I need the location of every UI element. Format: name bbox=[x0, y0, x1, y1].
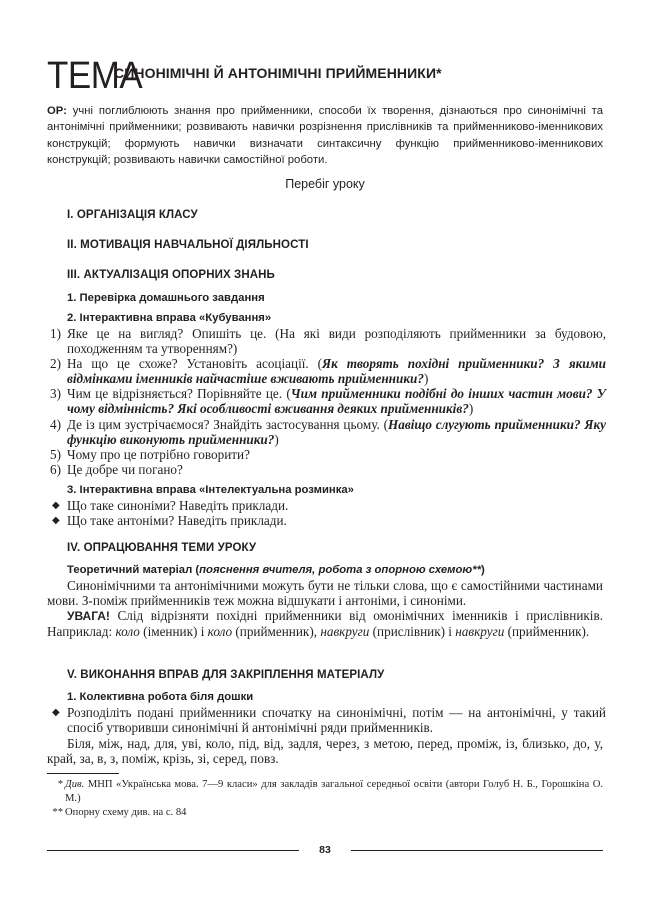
section-heading-3: ІІІ. АКТУАЛІЗАЦІЯ ОПОРНИХ ЗНАНЬ bbox=[67, 269, 275, 281]
item-tail: ) bbox=[274, 431, 279, 447]
subheading-warmup: 3. Інтерактивна вправа «Інтелектуальна розминка» bbox=[67, 484, 354, 496]
footnote bbox=[47, 806, 603, 820]
subheading-homework: 1. Перевірка домашнього завдання bbox=[67, 292, 265, 304]
para-text: (прийменник). bbox=[504, 624, 590, 640]
list-item bbox=[50, 326, 606, 356]
item-text: Що таке антоніми? Наведіть приклади. bbox=[67, 513, 287, 529]
example-word: коло bbox=[115, 624, 140, 640]
lesson-course-title: Перебіг уроку bbox=[285, 177, 365, 191]
item-text: На що це схоже? Установіть асоціації. ( bbox=[67, 356, 323, 372]
tema-word: ТЕМА bbox=[47, 55, 143, 97]
section-heading-4: IV. ОПРАЦЮВАННЯ ТЕМИ УРОКУ bbox=[67, 542, 257, 554]
item-tail: ) bbox=[468, 401, 474, 417]
attention-label: УВАГА! bbox=[67, 609, 110, 623]
item-question: Чим прийменники подібні до інших частин мови? У чому відмінність? Які особливості вживання деяких прийменників? bbox=[67, 386, 606, 417]
footer-rule-right bbox=[351, 850, 603, 851]
section-heading-5: V. ВИКОНАННЯ ВПРАВ ДЛЯ ЗАКРІПЛЕННЯ МАТЕРІАЛУ bbox=[67, 669, 385, 681]
diamond-bullet-icon: ◆ bbox=[52, 500, 60, 511]
list-item bbox=[50, 513, 606, 528]
item-text: Що таке синоніми? Наведіть приклади. bbox=[67, 498, 289, 513]
page-footer bbox=[47, 844, 603, 856]
item-tail: ) bbox=[423, 371, 429, 387]
warmup-list bbox=[50, 498, 606, 528]
theory-paragraph-2 bbox=[47, 608, 603, 639]
list-item bbox=[50, 417, 606, 447]
outcomes-text: учні поглиблюють знання про прийменники, способи їх творення, дізнаються про синонімічні та антонімічні прийменники; розвивають навички розрізнення прислівників та прийменниково-іменникових конструкцій; формують навички визначати синтаксичну функцію прийменниково-іменникових конструкцій; розвивають навички самостійної роботи. bbox=[47, 105, 603, 166]
topic-header bbox=[47, 54, 607, 100]
example-word: навкруги bbox=[320, 624, 370, 640]
item-question: Навіщо слугують прийменники? Яку функцію виконують прийменники? bbox=[67, 416, 606, 447]
theory-label: Теоретичний матеріал ( bbox=[67, 564, 200, 576]
item-number: 6) bbox=[50, 461, 61, 477]
example-word: навкруги bbox=[455, 624, 505, 640]
item-text: Це добре чи погано? bbox=[67, 461, 183, 477]
list-item bbox=[50, 462, 606, 477]
board-exercise bbox=[50, 705, 606, 735]
para-text: (іменник) і bbox=[139, 624, 208, 640]
footnote-divider bbox=[47, 773, 119, 774]
list-item bbox=[50, 356, 606, 386]
outcomes-label: ОР: bbox=[47, 105, 67, 117]
item-number: 3) bbox=[50, 386, 61, 402]
footnote-text: Опорну схему див. на с. 84 bbox=[65, 807, 187, 818]
footnote-text: МНП «Українська мова. 7—9 класи» для закладів загальної середньої освіти (автори Голуб Н. Б., Горошкіна О. М.) bbox=[65, 779, 603, 804]
para-text: (прийменник), bbox=[232, 624, 321, 640]
list-item bbox=[50, 447, 606, 462]
topic-title: СИНОНІМІЧНІ Й АНТОНІМІЧНІ ПРИЙМЕННИКИ* bbox=[114, 65, 442, 81]
list-item bbox=[50, 498, 606, 513]
list-item bbox=[50, 705, 606, 735]
theory-paragraph-1: Синонімічними та антонімічними можуть бути не тільки слова, що є самостійними частинами мови. З-поміж прийменників теж можна відшукати і антоніми, і синоніми. bbox=[47, 578, 603, 609]
diamond-bullet-icon: ◆ bbox=[52, 515, 60, 527]
cubing-list bbox=[50, 326, 606, 477]
footnotes bbox=[47, 778, 603, 820]
item-number: 1) bbox=[50, 326, 61, 341]
footnote-mark: * bbox=[57, 779, 63, 790]
footnote bbox=[47, 778, 603, 806]
list-item bbox=[50, 386, 606, 416]
subheading-theory bbox=[67, 563, 485, 578]
page-number: 83 bbox=[319, 844, 331, 856]
para-text: Слід відрізняти похідні прийменники від омонімічних іменників і прислівників. Наприклад: bbox=[47, 608, 603, 640]
item-number: 2) bbox=[50, 356, 61, 372]
footnote-ref: Див. bbox=[65, 779, 85, 790]
item-text: Чому про це потрібно говорити? bbox=[67, 446, 250, 462]
example-word: коло bbox=[207, 624, 233, 640]
item-text: Де із цим зустрічаємося? Знайдіть застосування цьому. ( bbox=[67, 416, 388, 432]
item-question: Як творять похідні прийменники? З якими відмінками іменників найчастіше вживають прийменники? bbox=[67, 356, 606, 387]
exercise-task: Розподіліть подані прийменники спочатку на синонімічні, потім — на антонімічні, у такий спосіб утворивши синонімічні й антонімічні ряди прийменників. bbox=[67, 705, 606, 736]
subheading-board: 1. Колективна робота біля дошки bbox=[67, 691, 254, 703]
theory-note: пояснення вчителя, робота з опорною схемою** bbox=[199, 564, 481, 576]
item-text: Яке це на вигляд? Опишіть це. (На які види розподіляють прийменники за будовою, походженням та утворенням?) bbox=[67, 326, 606, 357]
section-heading-2: ІІ. МОТИВАЦІЯ НАВЧАЛЬНОЇ ДІЯЛЬНОСТІ bbox=[67, 239, 309, 251]
footnote-mark: ** bbox=[52, 807, 63, 818]
item-number: 4) bbox=[50, 416, 61, 432]
section-heading-1: І. ОРГАНІЗАЦІЯ КЛАСУ bbox=[67, 209, 198, 221]
exercise-words: Біля, між, над, для, уві, коло, під, від, задля, через, з метою, перед, проміж, із, близько, до, у, край, за, в, з, поміж, крізь, зі, серед, повз. bbox=[47, 736, 603, 767]
subheading-cubing: 2. Інтерактивна вправа «Кубування» bbox=[67, 312, 272, 324]
diamond-bullet-icon: ◆ bbox=[52, 707, 60, 718]
theory-close: ) bbox=[481, 564, 485, 576]
item-number: 5) bbox=[50, 446, 61, 462]
para-text: (прислівник) і bbox=[369, 624, 456, 640]
item-text: Чим це відрізняється? Порівняйте це. ( bbox=[67, 386, 291, 402]
learning-outcomes bbox=[47, 103, 603, 168]
